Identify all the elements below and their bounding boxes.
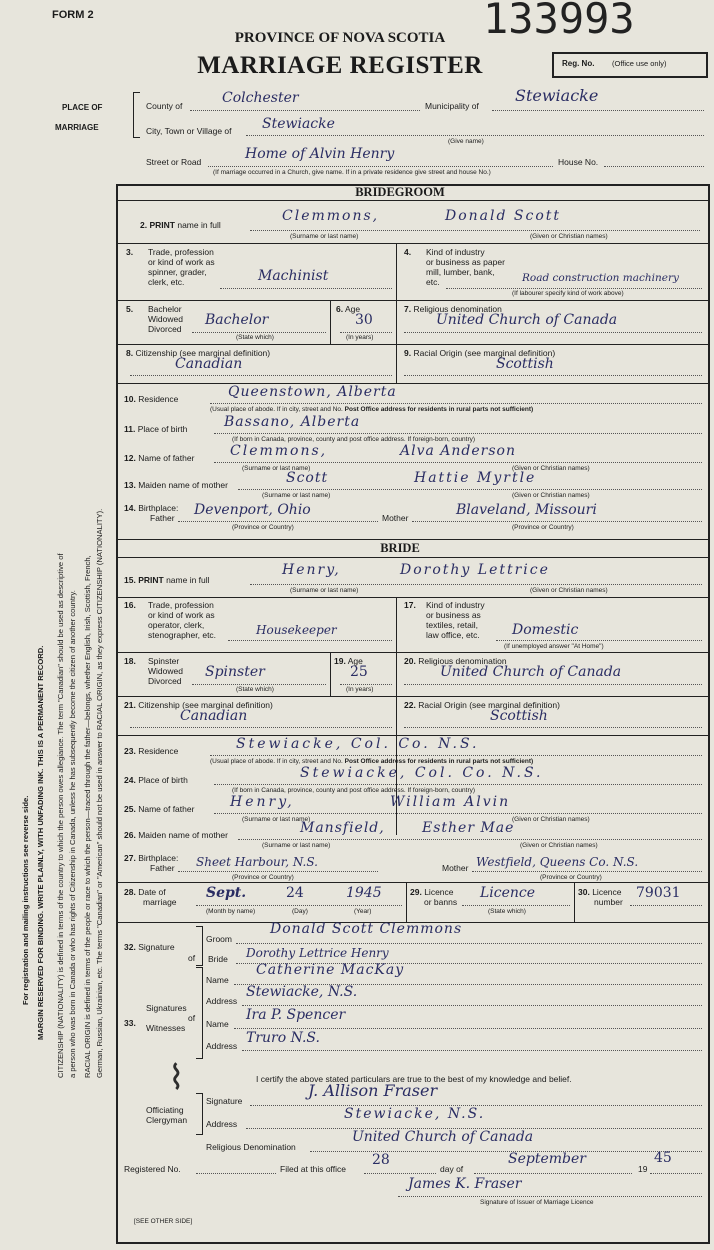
divider bbox=[406, 882, 407, 922]
street-label: Street or Road bbox=[146, 157, 202, 167]
bride-father-surname-note: (Surname or last name) bbox=[242, 816, 311, 823]
field-number: 17. bbox=[404, 600, 416, 610]
filed-month-line bbox=[474, 1173, 632, 1174]
bride-trade-value: Housekeeper bbox=[256, 623, 337, 637]
bride-state-which-note: (State which) bbox=[236, 686, 274, 693]
field-number: 10. bbox=[124, 394, 136, 404]
divider bbox=[118, 383, 708, 384]
mother-prov-note: (Province or Country) bbox=[512, 524, 574, 531]
bride-father-bp-value: Sheet Harbour, N.S. bbox=[196, 855, 318, 869]
groom-citizenship-value: Canadian bbox=[175, 356, 243, 372]
witness-label-1: Signatures bbox=[146, 1003, 187, 1013]
street-note: (If marriage occurred in a Church, give name. If in a private residence give street and house No.) bbox=[213, 169, 491, 176]
licence-value: Licence bbox=[480, 885, 536, 901]
divider bbox=[118, 344, 708, 345]
filed-day: 28 bbox=[372, 1152, 390, 1168]
licence-label-1: Licence bbox=[424, 887, 454, 897]
witness-label-2: of bbox=[188, 1013, 196, 1023]
field-number: 3. bbox=[126, 247, 134, 257]
mother-birthplace-label: Mother bbox=[382, 513, 409, 523]
trade-label-4: clerk, etc. bbox=[148, 277, 185, 287]
bride-heading: BRIDE bbox=[380, 541, 420, 555]
print-label: PRINT bbox=[149, 220, 175, 230]
county-line bbox=[190, 110, 420, 111]
field-number: 21. bbox=[124, 700, 136, 710]
licence-no-label-2: number bbox=[594, 897, 623, 907]
field-number: 15. bbox=[124, 575, 136, 585]
date-label-2: marriage bbox=[143, 897, 177, 907]
groom-citizenship-line bbox=[130, 375, 392, 376]
groom-mother-surname: Scott bbox=[286, 470, 329, 486]
field-number: 28. bbox=[124, 887, 136, 897]
bride-industry-label-3: textiles, retail, bbox=[426, 620, 478, 630]
bride-trade-label-2: or kind of work as bbox=[148, 610, 215, 620]
municipality-line bbox=[492, 110, 704, 111]
groom-father-line bbox=[214, 462, 702, 463]
groom-mother-bp-value: Blaveland, Missouri bbox=[456, 502, 597, 518]
industry-label-4: etc. bbox=[426, 277, 440, 287]
county-value: Colchester bbox=[222, 90, 299, 106]
mother-surname-note: (Surname or last name) bbox=[262, 492, 331, 499]
officiating-label-1: Officiating bbox=[146, 1105, 184, 1115]
bride-mother-label: Maiden name of mother bbox=[138, 830, 228, 840]
house-no-label: House No. bbox=[558, 157, 599, 167]
bride-age-label: Age bbox=[347, 656, 363, 666]
date-label-1: Date of bbox=[138, 887, 166, 897]
bride-age-line bbox=[340, 684, 392, 685]
field-number: 22. bbox=[404, 700, 416, 710]
field-number: 27. bbox=[124, 853, 136, 863]
groom-age-value: 30 bbox=[355, 312, 373, 328]
bride-mother-line bbox=[238, 839, 702, 840]
of-label: of bbox=[188, 953, 196, 963]
bride-racial-label: Racial Origin (see marginal definition) bbox=[418, 700, 560, 710]
bride-status-label-3: Divorced bbox=[148, 676, 182, 686]
groom-residence-value: Queenstown, Alberta bbox=[228, 384, 397, 400]
field-number: 24. bbox=[124, 775, 136, 785]
bride-mother-surname-note: (Surname or last name) bbox=[262, 842, 331, 849]
municipality-label: Municipality of bbox=[425, 101, 479, 111]
certify-text: I certify the above stated particulars are true to the best of my knowledge and belief. bbox=[256, 1074, 572, 1084]
birthplace-label: Birthplace: bbox=[138, 503, 179, 513]
divider bbox=[118, 597, 708, 598]
groom-signature: Donald Scott Clemmons bbox=[270, 921, 463, 937]
bride-citizenship-label: Citizenship (see marginal definition) bbox=[138, 700, 273, 710]
licence-line bbox=[462, 905, 570, 906]
bride-name-line bbox=[250, 584, 702, 585]
father-surname-note: (Surname or last name) bbox=[242, 465, 311, 472]
bride-residence-value: Stewiacke, Col. Co. N.S. bbox=[236, 736, 480, 752]
field-number: 4. bbox=[404, 247, 412, 257]
bride-father-label: Name of father bbox=[138, 804, 195, 814]
bride-mother-prov-note: (Province or Country) bbox=[540, 874, 602, 881]
bride-status-label-1: Spinster bbox=[148, 656, 180, 666]
groom-father-surname: Clemmons, bbox=[230, 443, 328, 459]
bride-status-line bbox=[192, 684, 326, 685]
divider bbox=[118, 652, 708, 653]
field-number: 33. bbox=[124, 1018, 136, 1028]
w2-address-line bbox=[242, 1050, 702, 1051]
w2-address-label: Address bbox=[206, 1041, 238, 1051]
bride-mother-bp-value: Westfield, Queens Co. N.S. bbox=[476, 855, 639, 869]
field-number: 23. bbox=[124, 746, 136, 756]
in-years-note: (In years) bbox=[346, 334, 374, 341]
divider bbox=[396, 243, 397, 383]
bride-religion-line bbox=[404, 684, 702, 685]
field-number: 12. bbox=[124, 453, 136, 463]
birth-note: (If born in Canada, province, county and post office address. If foreign-born, country) bbox=[232, 436, 476, 443]
divider bbox=[118, 539, 708, 540]
divider bbox=[330, 652, 331, 696]
county-label: County of bbox=[146, 101, 183, 111]
clergy-religion-label: Religious Denomination bbox=[206, 1142, 296, 1152]
groom-industry-line bbox=[446, 288, 702, 289]
filed-day-line bbox=[364, 1173, 436, 1174]
field-number: 11. bbox=[124, 424, 136, 434]
status-label-3: Divorced bbox=[148, 324, 182, 334]
marriage-month: Sept. bbox=[206, 885, 247, 901]
divider bbox=[118, 696, 708, 697]
bride-status-label-2: Widowed bbox=[148, 666, 183, 676]
witness-2-address: Truro N.S. bbox=[246, 1030, 320, 1046]
reg-no-note: (Office use only) bbox=[612, 59, 667, 68]
bride-residence-note: (Usual place of abode. If in city, street and No. bbox=[210, 758, 343, 765]
w1-address-label: Address bbox=[206, 996, 238, 1006]
licence-label-2: or banns bbox=[424, 897, 458, 907]
bride-religion-value: United Church of Canada bbox=[440, 664, 622, 680]
bride-residence-note-bold: Post Office address for residents in rural parts not sufficient) bbox=[344, 758, 534, 765]
field-number: 6. bbox=[336, 304, 344, 314]
witness-1-name: Catherine MacKay bbox=[256, 962, 405, 978]
bride-residence-label: Residence bbox=[138, 746, 179, 756]
registered-no-label: Registered No. bbox=[124, 1164, 181, 1174]
groom-father-bp-line bbox=[178, 521, 378, 522]
form-label: FORM 2 bbox=[52, 9, 94, 21]
groom-racial-line bbox=[404, 375, 702, 376]
issuer-note: Signature of Issuer of Marriage Licence bbox=[480, 1199, 594, 1206]
full-name-label: name in full bbox=[177, 220, 221, 230]
groom-mother-line bbox=[238, 489, 702, 490]
print-label: PRINT bbox=[138, 575, 164, 585]
give-name-note: (Give name) bbox=[448, 138, 484, 145]
groom-age-line bbox=[340, 332, 392, 333]
status-label-2: Widowed bbox=[148, 314, 183, 324]
clergy-address: Stewiacke, N.S. bbox=[344, 1106, 486, 1122]
bride-father-surname: Henry, bbox=[230, 794, 295, 810]
reg-no-label: Reg. No. bbox=[562, 59, 595, 68]
city-line bbox=[246, 135, 704, 136]
field-number: 18. bbox=[124, 656, 136, 666]
w1-name-label: Name bbox=[206, 975, 229, 985]
year-note: (Year) bbox=[354, 908, 372, 915]
side-citizenship-def-2: a person who was born in Canada or who has rights of Citizenship in Canada, unless he has subsequently become the citizen of another country. bbox=[68, 590, 77, 1078]
bride-industry-label-1: Kind of industry bbox=[426, 600, 485, 610]
groom-surname: Clemmons, bbox=[282, 208, 380, 224]
surname-note: (Surname or last name) bbox=[290, 233, 359, 240]
bride-mother-bp-line bbox=[472, 871, 702, 872]
issuer-signature: James K. Fraser bbox=[408, 1176, 522, 1192]
bride-father-line bbox=[214, 813, 702, 814]
registry-number: 133993 bbox=[483, 0, 635, 43]
bride-given-note: (Given or Christian names) bbox=[530, 587, 608, 594]
street-line bbox=[208, 166, 553, 167]
marriage-day: 24 bbox=[286, 885, 304, 901]
citizenship-label: Citizenship (see marginal definition) bbox=[135, 348, 271, 358]
clergy-bracket bbox=[196, 1093, 203, 1135]
field-number: 29. bbox=[410, 887, 422, 897]
bride-industry-label-4: law office, etc. bbox=[426, 630, 480, 640]
witness-bracket bbox=[196, 967, 203, 1059]
place-bracket bbox=[133, 92, 140, 138]
bride-industry-label-2: or business as bbox=[426, 610, 481, 620]
side-instruction-1: For registration and mailing instructions see reverse side. bbox=[21, 795, 30, 1005]
bride-age-value: 25 bbox=[350, 664, 368, 680]
groom-religion-line bbox=[404, 332, 702, 333]
given-note: (Given or Christian names) bbox=[530, 233, 608, 240]
signature-label: Signature bbox=[138, 942, 175, 952]
field-number: 13. bbox=[124, 480, 136, 490]
bride-signature: Dorothy Lettrice Henry bbox=[246, 946, 389, 960]
licence-no-label-1: Licence bbox=[592, 887, 622, 897]
industry-label-1: Kind of industry bbox=[426, 247, 485, 257]
field-number: 30. bbox=[578, 887, 590, 897]
day-of-label: day of bbox=[440, 1164, 464, 1174]
field-number: 5. bbox=[126, 304, 134, 314]
bride-status-value: Spinster bbox=[205, 664, 265, 680]
groom-father-given: Alva Anderson bbox=[400, 443, 516, 459]
side-racial-def-2: German, Russian, Ukrainian, etc. The terms "Canadian" or "American" should not be used in answer to RACIAL ORIGIN, as they express CITIZENSHIP (NATIONALITY). bbox=[95, 508, 104, 1078]
groom-sig-line bbox=[236, 943, 702, 944]
groom-residence-line bbox=[210, 403, 702, 404]
bride-father-bp-line bbox=[178, 871, 378, 872]
full-name-label: name in full bbox=[166, 575, 210, 585]
field-number: 9. bbox=[404, 348, 412, 358]
province-title: PROVINCE OF NOVA SCOTIA bbox=[234, 30, 446, 46]
clergy-religion-line bbox=[310, 1151, 702, 1152]
day-note: (Day) bbox=[292, 908, 308, 915]
trade-label-1: Trade, profession bbox=[148, 247, 214, 257]
witness-label-3: Witnesses bbox=[146, 1023, 186, 1033]
residence-label: Residence bbox=[138, 394, 179, 404]
register-title: MARRIAGE REGISTER bbox=[197, 52, 483, 79]
side-citizenship-def-1: CITIZENSHIP (NATIONALITY) is defined in terms of the country to which the person owes allegiance. The term "Canadian" should be used as descriptive of bbox=[56, 553, 65, 1078]
w2-name-label: Name bbox=[206, 1019, 229, 1029]
bride-sig-label: Bride bbox=[208, 954, 228, 964]
divider bbox=[118, 243, 708, 244]
marriage-label: MARRIAGE bbox=[55, 123, 99, 132]
bride-mother-given-note: (Given or Christian names) bbox=[520, 842, 598, 849]
groom-religion-value: United Church of Canada bbox=[436, 312, 618, 328]
groom-trade-line bbox=[220, 288, 392, 289]
bride-religion-label: Religious denomination bbox=[418, 656, 507, 666]
industry-label-3: mill, lumber, bank, bbox=[426, 267, 495, 277]
bride-racial-value: Scottish bbox=[490, 708, 548, 724]
groom-birth-line bbox=[214, 433, 702, 434]
racial-label: Racial Origin (see marginal definition) bbox=[413, 348, 556, 358]
bride-in-years-note: (In years) bbox=[346, 686, 374, 693]
bridegroom-heading: BRIDEGROOM bbox=[355, 185, 445, 199]
bride-birth-line bbox=[214, 784, 702, 785]
field-number: 7. bbox=[404, 304, 412, 314]
signature-bracket bbox=[196, 926, 203, 966]
mother-label: Maiden name of mother bbox=[138, 480, 228, 490]
field-number: 16. bbox=[124, 600, 136, 610]
field-number: 26. bbox=[124, 830, 136, 840]
father-given-note: (Given or Christian names) bbox=[512, 465, 590, 472]
divider bbox=[118, 882, 708, 883]
father-label: Name of father bbox=[138, 453, 195, 463]
trade-label-3: spinner, grader, bbox=[148, 267, 207, 277]
residence-note-bold: Post Office address for residents in rural parts not sufficient) bbox=[344, 406, 534, 413]
groom-birth-value: Bassano, Alberta bbox=[224, 414, 361, 430]
registered-no-line bbox=[196, 1173, 276, 1174]
trade-label-2: or kind of work as bbox=[148, 257, 215, 267]
industry-note: (If labourer specify kind of work above) bbox=[512, 290, 624, 297]
filed-label: Filed at this office bbox=[280, 1164, 346, 1174]
city-label: City, Town or Village of bbox=[146, 126, 232, 136]
w1-address-line bbox=[242, 1005, 702, 1006]
bride-birth-note: (If born in Canada, province, county and post office address. If foreign-born, country) bbox=[232, 787, 476, 794]
bride-industry-line bbox=[496, 640, 702, 641]
side-racial-def-1: RACIAL ORIGIN is defined in terms of the people or race to which the person—traced through the father—belongs, whether English, Irish, Scottish, French, bbox=[83, 555, 92, 1078]
officiating-label-2: Clergyman bbox=[146, 1115, 188, 1125]
divider bbox=[118, 557, 708, 558]
bride-mother-given: Esther Mae bbox=[422, 820, 515, 836]
bride-residence-line bbox=[210, 755, 702, 756]
bride-birthplace-label: Birthplace: bbox=[138, 853, 179, 863]
field-number: 2. bbox=[140, 220, 148, 230]
house-no-line bbox=[604, 166, 704, 167]
filed-month: September bbox=[508, 1151, 586, 1167]
state-which-note: (State which) bbox=[236, 334, 274, 341]
religion-label: Religious denomination bbox=[413, 304, 502, 314]
groom-father-bp-value: Devenport, Ohio bbox=[194, 502, 311, 518]
divider bbox=[574, 882, 575, 922]
witness-1-address: Stewiacke, N.S. bbox=[246, 984, 358, 1000]
field-number: 14. bbox=[124, 503, 136, 513]
bride-industry-note: (If unemployed answer "At Home") bbox=[504, 643, 604, 650]
clergy-sig-label: Signature bbox=[206, 1096, 243, 1106]
groom-mother-given: Hattie Myrtle bbox=[414, 470, 537, 486]
field-number: 19. bbox=[334, 656, 346, 666]
mother-given-note: (Given or Christian names) bbox=[512, 492, 590, 499]
groom-status-value: Bachelor bbox=[205, 312, 269, 328]
place-of-label: PLACE OF bbox=[62, 103, 103, 112]
field-number: 8. bbox=[126, 348, 134, 358]
divider bbox=[118, 200, 708, 201]
bride-mother-bp-label: Mother bbox=[442, 863, 469, 873]
groom-trade-value: Machinist bbox=[258, 268, 329, 284]
licence-note: (State which) bbox=[488, 908, 526, 915]
registrar-mark: ⌇ bbox=[168, 1058, 185, 1098]
groom-industry-value: Road construction machinery bbox=[522, 272, 679, 284]
field-3-number bbox=[126, 247, 133, 257]
groom-name-line bbox=[250, 230, 700, 231]
filed-year-prefix: 19 bbox=[638, 1164, 648, 1174]
bride-father-given: William Alvin bbox=[390, 794, 511, 810]
side-instruction-2: MARGIN RESERVED FOR BINDING. WRITE PLAINLY, WITH UNFADING INK. THIS IS A PERMANENT RECORD. bbox=[36, 645, 45, 1040]
bride-father-bp-label: Father bbox=[150, 863, 175, 873]
street-value: Home of Alvin Henry bbox=[245, 146, 395, 162]
industry-label-2: or business as paper bbox=[426, 257, 505, 267]
marriage-date-line bbox=[196, 905, 402, 906]
birth-label: Place of birth bbox=[137, 424, 188, 434]
bride-mother-surname: Mansfield, bbox=[300, 820, 385, 836]
month-note: (Month by name) bbox=[206, 908, 256, 915]
groom-status-line bbox=[192, 332, 326, 333]
licence-no-value: 79031 bbox=[636, 885, 681, 901]
divider bbox=[118, 300, 708, 301]
bride-racial-line bbox=[404, 727, 702, 728]
bride-trade-label-1: Trade, profession bbox=[148, 600, 214, 610]
licence-no-line bbox=[630, 905, 702, 906]
bride-given-names: Dorothy Lettrice bbox=[400, 562, 550, 578]
bride-birth-label: Place of birth bbox=[138, 775, 188, 785]
bride-citizenship-line bbox=[130, 727, 392, 728]
father-birthplace-label: Father bbox=[150, 513, 175, 523]
bride-trade-label-4: stenographer, etc. bbox=[148, 630, 217, 640]
bride-father-given-note: (Given or Christian names) bbox=[512, 816, 590, 823]
field-2-label bbox=[140, 220, 221, 230]
w2-name-line bbox=[234, 1028, 702, 1029]
bride-trade-line bbox=[228, 640, 392, 641]
age-label: Age bbox=[345, 304, 361, 314]
residence-note: (Usual place of abode. If in city, street and No. bbox=[210, 406, 343, 413]
municipality-value: Stewiacke bbox=[515, 86, 599, 105]
groom-mother-bp-line bbox=[412, 521, 702, 522]
bride-father-prov-note: (Province or Country) bbox=[232, 874, 294, 881]
clergy-religion: United Church of Canada bbox=[352, 1129, 534, 1145]
clergy-address-label: Address bbox=[206, 1119, 238, 1129]
clergy-signature: J. Allison Fraser bbox=[308, 1081, 438, 1100]
filed-year: 45 bbox=[654, 1150, 672, 1166]
bride-trade-label-3: operator, clerk, bbox=[148, 620, 205, 630]
field-number: 20. bbox=[404, 656, 416, 666]
field-number: 32. bbox=[124, 942, 136, 952]
father-prov-note: (Province or Country) bbox=[232, 524, 294, 531]
groom-racial-value: Scottish bbox=[496, 356, 554, 372]
groom-sig-label: Groom bbox=[206, 934, 232, 944]
groom-given-names: Donald Scott bbox=[445, 208, 562, 224]
bride-industry-value: Domestic bbox=[512, 622, 579, 638]
bride-surname-note: (Surname or last name) bbox=[290, 587, 359, 594]
see-other-side: [SEE OTHER SIDE] bbox=[134, 1218, 193, 1225]
city-value: Stewiacke bbox=[262, 116, 335, 132]
bride-citizenship-value: Canadian bbox=[180, 708, 248, 724]
status-label-1: Bachelor bbox=[148, 304, 182, 314]
divider bbox=[330, 300, 331, 344]
field-number: 25. bbox=[124, 804, 136, 814]
bride-birth-value: Stewiacke, Col. Co. N.S. bbox=[300, 765, 544, 781]
marriage-year: 1945 bbox=[346, 885, 382, 901]
reg-no-box bbox=[552, 52, 708, 78]
filed-year-line bbox=[650, 1173, 702, 1174]
issuer-sig-line bbox=[398, 1196, 702, 1197]
bride-surname: Henry, bbox=[282, 562, 341, 578]
witness-2-name: Ira P. Spencer bbox=[246, 1007, 346, 1023]
